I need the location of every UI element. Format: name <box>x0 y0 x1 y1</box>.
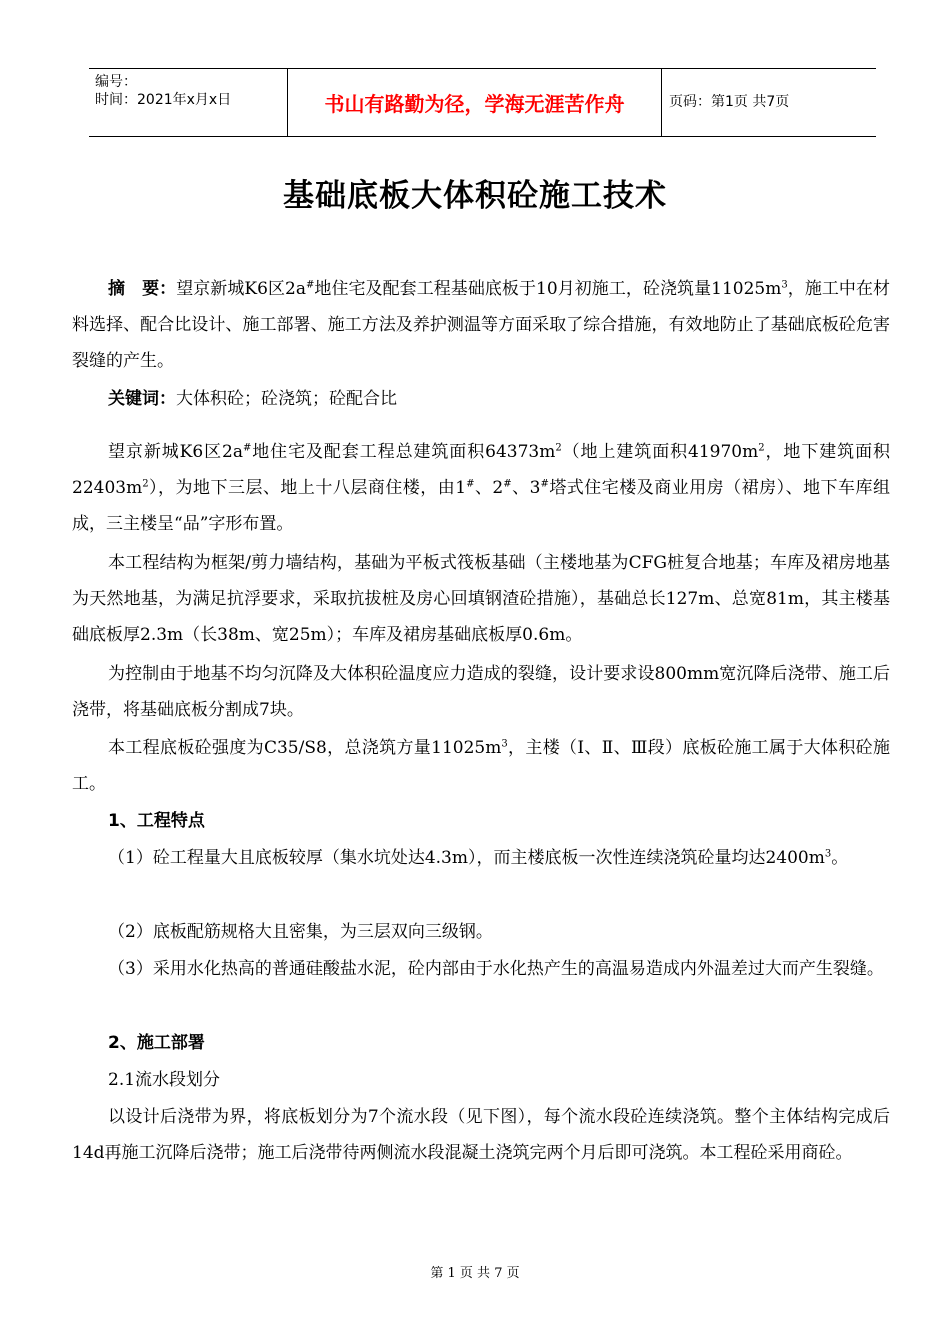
text: （1）砼工程量大且底板较厚（集水坑处达4.3m），而主楼底板一次性连续浇筑砼量均达2400m <box>108 848 825 868</box>
keywords-label: 关键词： <box>108 389 176 409</box>
superscript: # <box>242 442 252 454</box>
abstract-text: ，施工中在材料选择、配合比设计、施工部署、施工方法及养护测温等方面采取了综合措施，有效地防止了基础底板砼危害裂缝的产生。 <box>72 279 891 371</box>
document-title: 基础底板大体积砼施工技术 <box>283 178 667 214</box>
keywords-text: 大体积砼；砼浇筑；砼配合比 <box>176 389 397 409</box>
abstract-label: 摘 要： <box>108 279 177 299</box>
page-info: 页码：第1页 共7页 <box>669 94 790 110</box>
section-heading-1: 1、工程特点 <box>108 811 205 831</box>
abstract-text: 地住宅及配套工程基础底板于10月初施工，砼浇筑量11025m <box>314 279 782 299</box>
keywords-paragraph <box>72 381 890 417</box>
text: 塔式住宅楼及商业用房（裙房）、地下车库组成，三主楼呈“品”字形布置。 <box>72 478 891 534</box>
superscript: # <box>305 279 315 291</box>
subsection-heading-2-1: 2.1流水段划分 <box>108 1070 221 1090</box>
superscript: 2 <box>758 442 765 454</box>
text: ，主楼（Ⅰ、Ⅱ、Ⅲ段）底板砼施工属于大体积砼施工。 <box>72 738 891 794</box>
header-right-cell <box>661 69 876 136</box>
text: ，地下建筑面积22403m <box>72 442 891 498</box>
text: ），为地下三层、地上十八层商住楼，由1 <box>148 478 467 498</box>
number-label: 编号： <box>95 74 137 90</box>
text: 望京新城K6区2a <box>108 442 243 462</box>
text: 、3 <box>511 478 541 498</box>
text: 本工程底板砼强度为C35/S8，总浇筑方量11025m <box>108 738 502 758</box>
superscript: 3 <box>781 279 788 291</box>
crack-control-paragraph: 为控制由于地基不均匀沉降及大体积砼温度应力造成的裂缝，设计要求设800mm宽沉降后浇带、施工后浇带，将基础底板分割成7块。 <box>72 664 890 720</box>
feature-item-3: （3）采用水化热高的普通硅酸盐水泥，砼内部由于水化热产生的高温易造成内外温差过大而产生裂缝。 <box>108 959 884 979</box>
section-heading-2: 2、施工部署 <box>108 1033 205 1053</box>
superscript: # <box>503 478 512 490</box>
page-header <box>89 68 876 137</box>
structure-paragraph: 本工程结构为框架/剪力墙结构，基础为平板式筏板基础（主楼地基为CFG桩复合地基；车库及裙房地基为天然地基，为满足抗浮要求，采取抗拔桩及房心回填钢渣砼措施），基础总长127m、总宽81m，其主楼基础底板厚2.3m（长38m、宽25m）；车库及裙房基础底板厚0.6m。 <box>72 553 890 645</box>
abstract-text: 望京新城K6区2a <box>176 279 306 299</box>
header-left-cell <box>89 69 287 136</box>
flow-section-paragraph: 以设计后浇带为界，将底板划分为7个流水段（见下图），每个流水段砼连续浇筑。整个主体结构完成后14d再施工沉降后浇带；施工后浇带待两侧流水段混凝土浇筑完两个月后即可浇筑。本工程砼采用商砼。 <box>72 1107 890 1163</box>
superscript: # <box>540 478 549 490</box>
header-motto-cell <box>287 69 662 136</box>
text: 。 <box>831 848 849 868</box>
intro-paragraph <box>72 434 890 542</box>
motto: 书山有路勤为径，学海无涯苦作舟 <box>324 92 625 116</box>
text: 、2 <box>474 478 504 498</box>
superscript: # <box>466 478 475 490</box>
superscript: 2 <box>555 442 562 454</box>
page-footer: 第 1 页 共 7 页 <box>430 1266 520 1281</box>
superscript: 3 <box>824 848 832 860</box>
feature-item-1 <box>72 840 890 876</box>
abstract-paragraph <box>72 271 890 379</box>
superscript: 3 <box>501 738 508 750</box>
superscript: 2 <box>142 478 149 490</box>
time-label: 时间：2021年x月x日 <box>95 92 232 108</box>
feature-item-2: （2）底板配筋规格大且密集，为三层双向三级钢。 <box>108 922 493 942</box>
concrete-paragraph <box>72 730 890 802</box>
text: （地上建筑面积41970m <box>561 442 759 462</box>
text: 地住宅及配套工程总建筑面积64373m <box>251 442 556 462</box>
